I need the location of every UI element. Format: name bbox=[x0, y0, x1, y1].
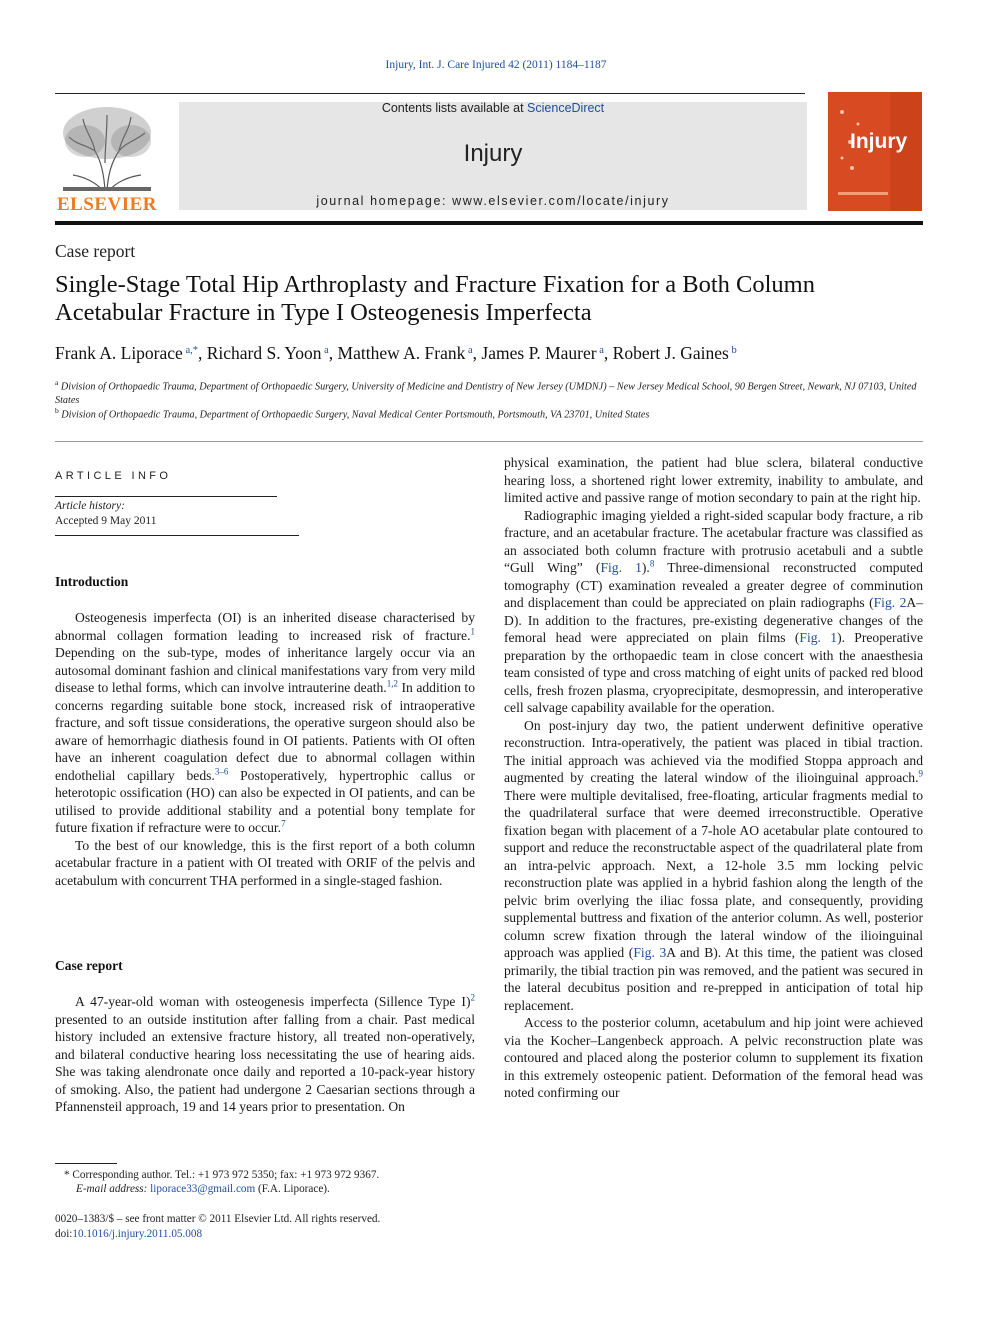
author-name: Robert J. Gaines bbox=[612, 343, 729, 363]
exam-paragraph: physical examination, the patient had blue sclera, bilateral conductive hearing loss, a shortened right lower extremity, inability to ambulate, and limited active and passive range of motion secondary to pain at the right hip. bbox=[504, 455, 923, 505]
case-paragraph-1: A 47-year-old woman with osteogenesis imperfecta (Sillence Type I)$^2$ presented to an outside institution after falling from a chair. Past medical history included an extensive fracture history, all treated non-operatively, and bilateral conductive hearing loss necessitating the use of hearing aids. She was taking alendronate once daily and reported a 10-pack-year history of smoking. Also, the patient had undergone 2 Caesarian sections through a Pfannensteil approach, 19 and 14 years prior to presentation. On bbox=[55, 992, 475, 1114]
reference-marker[interactable]: 1,2 bbox=[386, 678, 398, 689]
title-line-2: Acetabular Fracture in Type I Osteogenesis Imperfecta bbox=[55, 299, 592, 326]
article-title bbox=[55, 271, 923, 327]
author-name: Richard S. Yoon bbox=[206, 343, 322, 363]
author-affiliation-marker[interactable]: a,* bbox=[182, 345, 198, 356]
journal-homepage[interactable]: journal homepage: www.elsevier.com/locate/injury bbox=[316, 194, 670, 208]
journal-citation[interactable]: Injury, Int. J. Care Injured 42 (2011) 1184–1187 bbox=[385, 59, 607, 71]
affiliation-a: $^a$ Division of Orthopaedic Trauma, Department of Orthopaedic Surgery, University of Medicine and Dentistry of New Jersey (UMDNJ) – New Jersey Medical School, 90 Bergen Street, Newark, NJ 07103, United States bbox=[55, 378, 917, 407]
affiliation-b: $^b$ Division of Orthopaedic Trauma, Department of Orthopaedic Surgery, Naval Medical Center Portsmouth, Portsmouth, VA 23701, United States bbox=[55, 406, 650, 421]
author-name: Frank A. Liporace bbox=[55, 343, 183, 363]
corresponding-author: * Corresponding author. Tel.: +1 973 972 5350; fax: +1 973 972 9367. bbox=[64, 1169, 380, 1181]
copyright-line: 0020–1383/$ – see front matter © 2011 Elsevier Ltd. All rights reserved. bbox=[55, 1213, 381, 1225]
figure-link[interactable]: Fig. 1 bbox=[600, 560, 642, 575]
case-report-text bbox=[55, 993, 475, 1116]
intro-paragraph-1: Osteogenesis imperfecta (OI) is an inherited disease characterised by abnormal collagen formation leading to increased risk of fracture.$^1$ Depending on the sub-type, modes of inheritance largely occur via an autosomal dominant fashion and clinical manifestations vary from very mild disease to lethal forms, which can involve intrauterine death.$^{1,2}$ In addition to concerns regarding suitable bone stock, increased risk of intraoperative fracture, and soft tissue considerations, the operative surgeon should also be aware of hemorrhagic diathesis found in OI patients. Patients with OI often have an inherent coagulation defect due to abnormal collagen within endothelial capillary beds.$^{3-6}$ Postoperatively, hypertrophic callus or heterotopic ossification (HO) can also be expected in OI patients, and can be utilised to provide additional stability and a potential bony template for future fixation if refracture were to occur.$^7$ bbox=[55, 610, 476, 835]
author-list: Frank A. Liporace $^{a,*}$, Richard S. Yoon $^a$, Matthew A. Frank $^a$, James P. Maurer $^a$, Robert J. Gaines $^b$ bbox=[55, 343, 737, 363]
operative-paragraph: On post-injury day two, the patient underwent definitive operative reconstruction. Intra-operatively, the patient was placed in tibial traction. The initial approach was achieved via the modified Stoppa approach and augmented by creating the lateral window of the ilioinguinal approach.$^9$ There were multiple devitalised, free-floating, articular fragments medial to the quadrilateral surface that were deemed irreconstructible. Operative fixation began with placement of a 7-hole AO acetabular plate contoured to support and reduce the reconstructable aspect of the quadrilateral plate from an intra-pelvic approach. Next, a 12-hole 3.5 mm locking pelvic reconstruction plate was applied in a hybrid fashion along the length of the pelvic brim overlying the iliac fossa plate, and consequently, providing supplemental buttress and fixation of the anterior column. As well, posterior column screw fixation through the lateral window of the ilioinguinal approach was applied (Fig. 3A and B). At this time, the patient was closed primarily, the tibial traction pin was removed, and the patient was secured in the lateral decubitus position and re-prepped in anticipation of total hip replacement. bbox=[504, 717, 923, 1013]
intro-paragraph-2: To the best of our knowledge, this is the first report of a both column acetabular fracture in a patient with OI treated with ORIF of the pelvis and acetabulum with concurrent THA performed in a single-staged fashion. bbox=[55, 837, 475, 888]
author-affiliation-marker[interactable]: a bbox=[321, 345, 329, 356]
footnote-rule bbox=[55, 1163, 117, 1164]
doi-line: doi:10.1016/j.injury.2011.05.008 bbox=[55, 1228, 203, 1240]
contents-line: Contents lists available at ScienceDirect bbox=[381, 101, 605, 115]
figure-link[interactable]: Fig. 3 bbox=[633, 945, 667, 960]
case-report-heading: Case report bbox=[55, 958, 123, 973]
author-name: Matthew A. Frank bbox=[337, 343, 466, 363]
section-divider bbox=[55, 441, 923, 442]
figure-link[interactable]: Fig. 1 bbox=[799, 630, 838, 645]
author-affiliation-marker[interactable]: b bbox=[728, 345, 737, 356]
posterior-column-paragraph: Access to the posterior column, acetabulum and hip joint were achieved via the Kocher–Langenbeck approach. A pelvic reconstruction plate was contoured and placed along the posterior column to supplement its fixation in this extremely osteopenic patient. Deformation of the femoral head was noted confirming our bbox=[504, 1015, 923, 1100]
elsevier-wordmark: ELSEVIER bbox=[56, 194, 158, 215]
reference-marker[interactable]: 8 bbox=[649, 558, 655, 569]
title-line-1: Single-Stage Total Hip Arthroplasty and Fracture Fixation for a Both Column bbox=[55, 271, 815, 298]
email-link[interactable]: liporace33@gmail.com bbox=[150, 1183, 256, 1195]
introduction-heading: Introduction bbox=[55, 574, 129, 589]
author-name: James P. Maurer bbox=[481, 343, 597, 363]
doi-link[interactable]: 10.1016/j.injury.2011.05.008 bbox=[72, 1228, 203, 1240]
article-info-heading: ARTICLE INFO bbox=[55, 470, 172, 482]
accepted-date: Accepted 9 May 2011 bbox=[55, 515, 157, 527]
introduction-text bbox=[55, 609, 475, 889]
article-history-label: Article history: bbox=[55, 500, 125, 512]
header-top-rule bbox=[55, 93, 805, 94]
journal-title: Injury bbox=[463, 140, 523, 167]
article-info-rule-bottom bbox=[55, 535, 299, 536]
reference-marker[interactable]: 7 bbox=[281, 818, 286, 829]
header-bottom-rule bbox=[55, 221, 923, 225]
article-info-rule bbox=[55, 496, 277, 497]
reference-marker[interactable]: 9 bbox=[918, 768, 923, 779]
reference-marker[interactable]: 2 bbox=[470, 992, 475, 1003]
reference-marker[interactable]: 1 bbox=[470, 625, 475, 636]
author-affiliation-marker[interactable]: a bbox=[465, 345, 473, 356]
imaging-paragraph: Radiographic imaging yielded a right-sided scapular body fracture, a rib fracture, and an acetabular fracture. The acetabular fracture was classified as an associated both column fracture with protrusio acetabuli and a subtle “Gull Wing” (Fig. 1).$^8$ Three-dimensional reconstructed computed tomography (CT) examination revealed a greater degree of comminution and displacement than could be appreciated on plain radiographs (Fig. 2A–D). In addition to the fractures, pre-existing degenerative changes of the femoral head were appreciated on plain films (Fig. 1). Preoperative preparation by the orthopaedic team in close concert with the anaesthesia team consisted of type and cross matching of eight units of packed red blood cells, fresh frozen plasma, cryoprecipitate, desmopressin, and interoperative cell salvage capability available for the operation. bbox=[504, 507, 923, 715]
cover-title: Injury bbox=[850, 130, 908, 153]
email-line: E-mail address: liporace33@gmail.com (F.A. Liporace). bbox=[76, 1183, 330, 1195]
author-affiliation-marker[interactable]: a bbox=[596, 345, 604, 356]
reference-marker[interactable]: 3–6 bbox=[214, 765, 229, 776]
article-type: Case report bbox=[55, 241, 136, 261]
right-column-text bbox=[504, 454, 923, 1102]
sciencedirect-link[interactable]: ScienceDirect bbox=[527, 101, 605, 115]
figure-link[interactable]: Fig. 2 bbox=[873, 595, 907, 610]
